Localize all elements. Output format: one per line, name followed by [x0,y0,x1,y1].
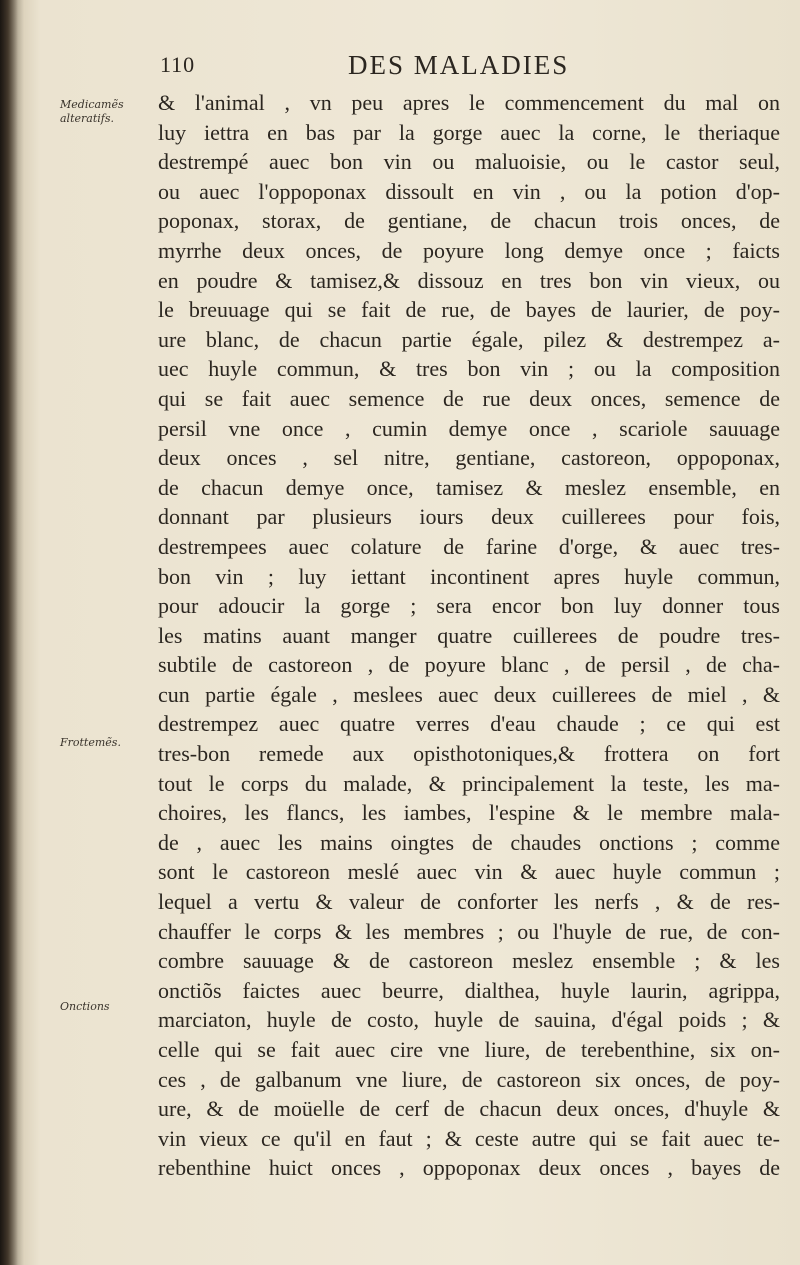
text-line: deux onces , sel nitre, gentiane, castoreon, oppoponax, [158,445,780,471]
text-line: qui se fait auec semence de rue deux onces, semence de [158,385,780,411]
text-line: destrempez auec quatre verres d'eau chaude ; ce qui est [158,711,780,737]
text-line: les matins auant manger quatre cuillerees de poudre tres- [158,622,780,648]
text-line: persil vne once , cumin demye once , scariole sauuage [158,415,780,441]
text-line: de chacun demye once, tamisez & meslez ensemble, en [158,474,780,500]
margin-note-frottements: Frottemẽs. [60,736,121,749]
text-line: ou auec l'oppoponax dissoult en vin , ou la potion d'op- [158,178,780,204]
text-line: ure blanc, de chacun partie égale, pilez & destrempez a- [158,326,780,352]
page-header [160,50,760,80]
text-line: ure, & de moüelle de cerf de chacun deux onces, d'huyle & [158,1096,780,1122]
margin-note-medicaments: Medicamẽs alteratifs. [60,98,124,125]
text-line: donnant par plusieurs iours deux cuillerees pour fois, [158,504,780,530]
text-line: ces , de galbanum vne liure, de castoreon six onces, de poy- [158,1066,780,1092]
text-line: rebenthine huict onces , oppoponax deux onces , bayes de [158,1155,780,1181]
text-line: poponax, storax, de gentiane, de chacun trois onces, de [158,208,780,234]
text-line: & l'animal , vn peu apres le commencement du mal on [158,90,780,115]
margin-note-onctions: Onctions [60,1000,110,1013]
text-line: myrrhe deux onces, de poyure long demye once ; faicts [158,237,780,263]
running-title: DES MALADIES [348,50,570,80]
text-line: tres-bon remede aux opisthotoniques,& frottera on fort [158,741,780,767]
text-line: choires, les flancs, les iambes, l'espine & le membre mala- [158,800,780,826]
text-line: tout le corps du malade, & principalement la teste, les ma- [158,770,780,796]
text-line: sont le castoreon meslé auec vin & auec huyle commun ; [158,859,780,885]
text-line: destrempé auec bon vin ou maluoisie, ou le castor seul, [158,149,780,175]
text-line: vin vieux ce qu'il en faut ; & ceste autre qui se fait auec te- [158,1125,780,1151]
body-text [158,88,780,1183]
binding-gutter [0,0,24,1265]
text-line: lequel a vertu & valeur de conforter les nerfs , & de res- [158,889,780,915]
text-line: bon vin ; luy iettant incontinent apres huyle commun, [158,563,780,589]
text-line: chauffer le corps & les membres ; ou l'huyle de rue, de con- [158,918,780,944]
text-line: subtile de castoreon , de poyure blanc , de persil , de cha- [158,652,780,678]
text-line: le breuuage qui se fait de rue, de bayes de laurier, de poy- [158,297,780,323]
text-line: uec huyle commun, & tres bon vin ; ou la composition [158,356,780,382]
text-line: luy iettra en bas par la gorge auec la corne, le theriaque [158,119,780,145]
text-line: en poudre & tamisez,& dissouz en tres bon vin vieux, ou [158,267,780,293]
text-line: de , auec les mains oingtes de chaudes onctions ; comme [158,829,780,855]
text-line: marciaton, huyle de costo, huyle de sauina, d'égal poids ; & [158,1007,780,1033]
text-line: cun partie égale , meslees auec deux cuillerees de miel , & [158,681,780,707]
text-line: combre sauuage & de castoreon meslez ensemble ; & les [158,948,780,974]
text-line: onctiõs faictes auec beurre, dialthea, huyle laurin, agrippa, [158,977,780,1003]
text-line: celle qui se fait auec cire vne liure, de terebenthine, six on- [158,1037,780,1062]
page-number: 110 [160,52,196,77]
text-line: pour adoucir la gorge ; sera encor bon luy donner tous [158,593,780,619]
text-line: destrempees auec colature de farine d'orge, & auec tres- [158,533,780,559]
